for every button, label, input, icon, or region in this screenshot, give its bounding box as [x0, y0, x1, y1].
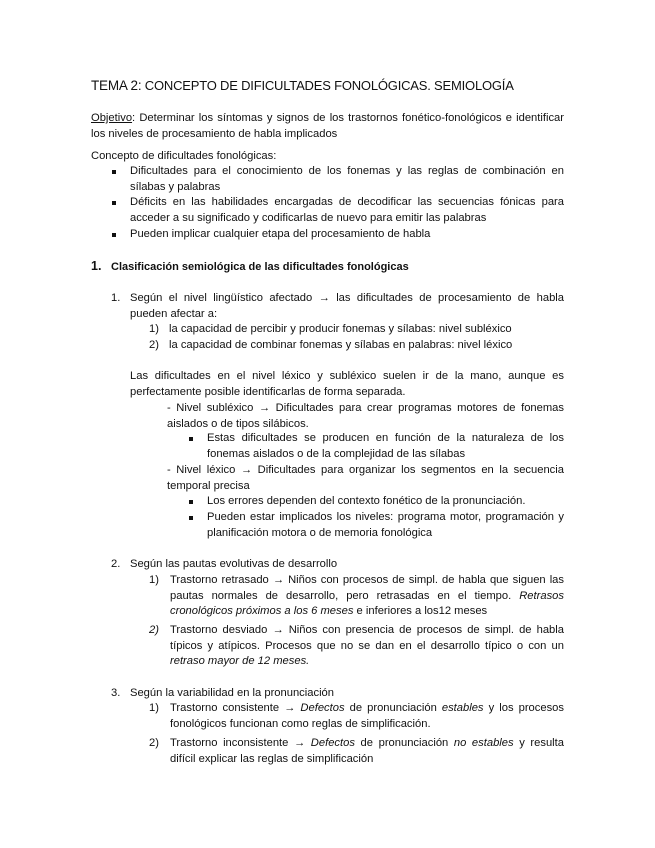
bullet-square-icon	[189, 516, 193, 520]
s1-text: Según el nivel lingüístico afectado → las dificultades de procesamiento de habla pueden afectar a:	[130, 292, 564, 320]
bullet-square-icon	[112, 201, 116, 205]
list-number: 2)	[149, 339, 159, 351]
list-number: 1.	[111, 292, 121, 304]
s1-item: la capacidad de percibir y producir fonemas y sílabas: nivel subléxico	[169, 323, 512, 335]
concept-bullet: Déficits en las habilidades encargadas de decodificar las secuencias fónicas para acceder a su significado y codificarlas de nuevo para emitir las palabras	[130, 196, 564, 224]
section-number: 1.	[91, 259, 102, 273]
section-title: Clasificación semiológica de las dificultades fonológicas	[111, 261, 409, 273]
lexical-text: - Nivel léxico → Dificultades para organizar los segmentos en la secuencia temporal precisa	[167, 464, 564, 492]
lexical-bullet: Pueden estar implicados los niveles: programa motor, programación y planificación motora o de memoria fonológica	[207, 511, 564, 539]
list-number: 1)	[149, 702, 159, 714]
bullet-square-icon	[189, 437, 193, 441]
bullet-square-icon	[112, 170, 116, 174]
list-number: 2.	[111, 558, 121, 570]
objective-label: Objetivo	[91, 112, 133, 124]
lexical-bullet: Los errores dependen del contexto fonético de la pronunciación.	[207, 495, 526, 507]
objective-paragraph: Objetivo: Determinar los síntomas y signos de los trastornos fonético-fonológicos e identificar los niveles de procesamiento de habla implicados	[91, 112, 564, 140]
s2-item: Trastorno desviado → Niños con presencia de procesos de simpl. de habla típicos y atípicos. Procesos que no se dan en el desarrollo típico o con un retraso mayor de 12 meses.	[170, 624, 564, 668]
s1-paragraph: Las dificultades en el nivel léxico y subléxico suelen ir de la mano, aunque es perfectamente posible identificarlas de forma separada.	[130, 370, 564, 398]
page-title: TEMA 2: CONCEPTO DE DIFICULTADES FONOLÓGICAS. SEMIOLOGÍA	[91, 78, 514, 93]
sublexical-bullet: Estas dificultades se producen en función de la naturaleza de los fonemas aislados o de la complejidad de las sílabas	[207, 432, 564, 460]
list-number: 2)	[149, 624, 159, 636]
list-number: 1)	[149, 574, 159, 586]
list-number: 3.	[111, 687, 121, 699]
concept-heading: Concepto de dificultades fonológicas:	[91, 150, 277, 162]
s3-heading: Según la variabilidad en la pronunciación	[130, 687, 335, 699]
s3-item: Trastorno inconsistente → Defectos de pronunciación no estables y resulta difícil explicar las reglas de simplificación	[170, 737, 564, 765]
bullet-square-icon	[112, 233, 116, 237]
bullet-square-icon	[189, 500, 193, 504]
concept-bullet: Dificultades para el conocimiento de los fonemas y las reglas de combinación en sílabas y palabras	[130, 165, 564, 193]
s2-heading: Según las pautas evolutivas de desarrollo	[130, 558, 338, 570]
s2-item: Trastorno retrasado → Niños con procesos de simpl. de habla que siguen las pautas normales de desarrollo, pero retrasadas en el tiempo. Retrasos cronológicos próximos a los 6 meses e inferiores a los12 meses	[170, 574, 564, 618]
list-number: 1)	[149, 323, 159, 335]
concept-bullet: Pueden implicar cualquier etapa del procesamiento de habla	[130, 228, 431, 240]
s1-item: la capacidad de combinar fonemas y sílabas en palabras: nivel léxico	[169, 339, 513, 351]
s3-item: Trastorno consistente → Defectos de pronunciación estables y los procesos fonológicos funcionan como reglas de simplificación.	[170, 702, 564, 730]
list-number: 2)	[149, 737, 159, 749]
sublexical-text: - Nivel subléxico → Dificultades para crear programas motores de fonemas aislados o de tipos silábicos.	[167, 402, 564, 430]
